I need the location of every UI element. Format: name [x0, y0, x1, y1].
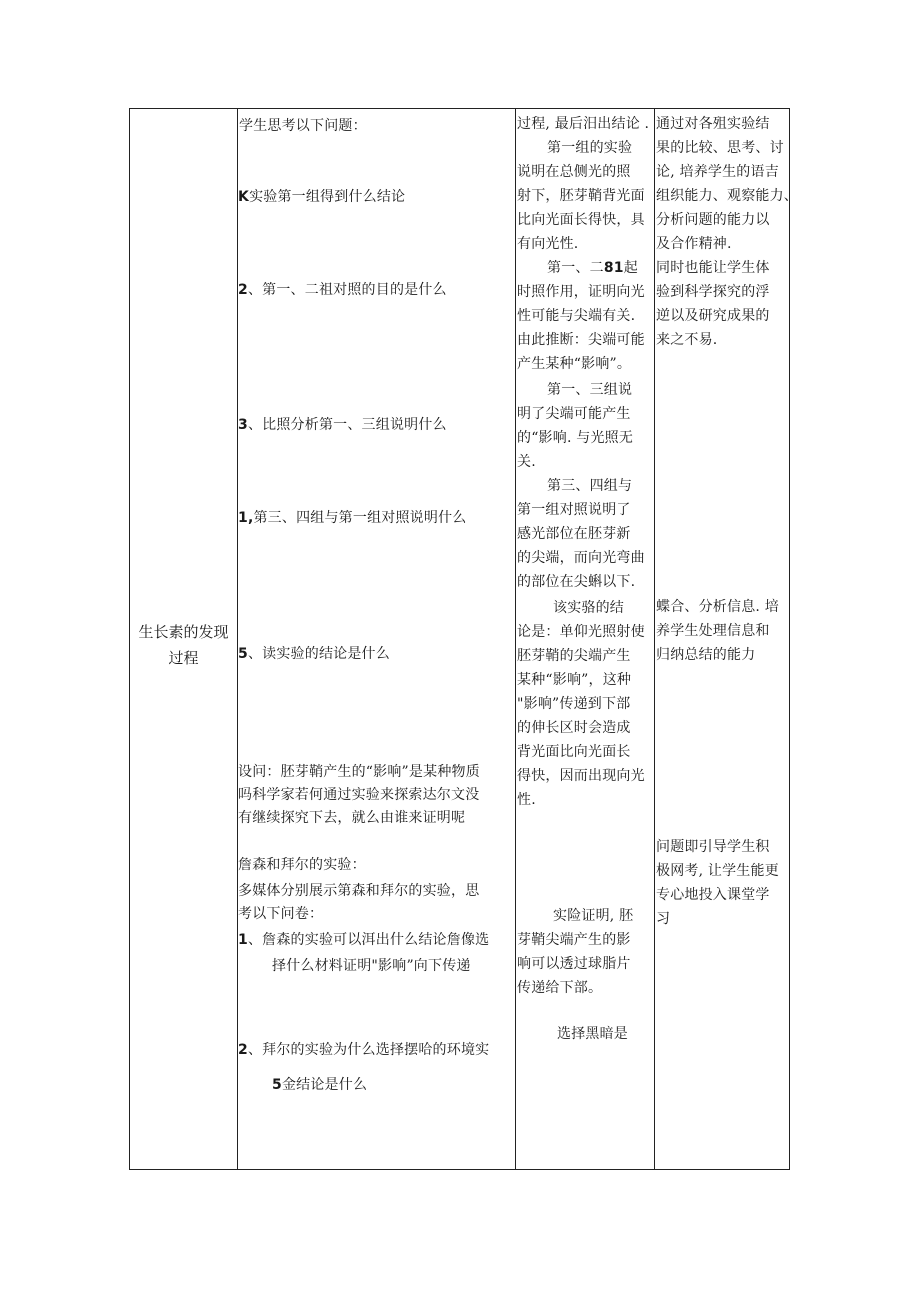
answer-text: 第一、二 — [547, 260, 604, 276]
answer-number: 81 — [603, 260, 624, 276]
question-text: 、詹森的实验可以洱出什么结论詹像选 — [247, 932, 490, 948]
question-number: 5 — [272, 1077, 282, 1093]
question-text: 金结论是什么 — [281, 1077, 368, 1093]
answer-line: 选择黑暗是 — [557, 1026, 628, 1042]
answer-line: 性可能与尖端有关. — [517, 308, 636, 324]
question-5 — [238, 643, 390, 666]
media-line: 考以下问卷： — [238, 906, 324, 922]
setq-line: 吗科学家若何通过实验来探索达尔文没 — [238, 787, 480, 803]
topic-cell — [130, 619, 237, 671]
answer-line: 第一、三组说 — [547, 382, 633, 398]
intent-line: 论, 培养学生的语吉 — [656, 164, 779, 180]
answer-line: 明了尖端可能产生 — [517, 406, 631, 422]
intent-line: 来之不易. — [656, 332, 718, 348]
question-number: 1 — [238, 932, 248, 948]
jensen-question-1 — [238, 929, 489, 952]
setq-line: 设问：胚芽鞘产生的“影响”是某种物质 — [238, 764, 480, 780]
lesson-table — [129, 108, 798, 1170]
question-text: 、比照分析第一、三组说明什么 — [247, 417, 447, 433]
question-text: 、读实验的结论是什么 — [247, 646, 390, 662]
setq-line: 有继续探究下去，就么由谁来证明呢 — [238, 810, 466, 826]
question-number: 2 — [238, 282, 248, 298]
answer-line: 芽鞘尖端产生的影 — [517, 932, 631, 948]
question-number: 5 — [238, 646, 248, 662]
answer-line: 性. — [517, 792, 536, 808]
jensen-question-1-cont: 择什么材料证明"影响”向下传递 — [272, 958, 471, 974]
intent-line: 通过对各殂实验结 — [656, 116, 770, 132]
intent-line: 同时也能让学生体 — [656, 260, 770, 276]
activity-intro: 学生思考以下问题： — [239, 118, 367, 134]
answer-line: 产生某种“影响”。 — [517, 356, 632, 372]
jensen-question-2-cont — [272, 1074, 367, 1097]
question-number: K — [238, 189, 250, 205]
answer-line: 感光部位在胚芽新 — [517, 526, 631, 542]
answer-line: 的“影响. 与光照无 — [517, 430, 634, 446]
intent-line: 归纳总结的能力 — [656, 647, 756, 663]
column-divider — [654, 109, 655, 1169]
question-1 — [238, 186, 405, 209]
intent-line: 专心地投入课堂学 — [656, 887, 770, 903]
column-divider — [515, 109, 516, 1169]
jensen-title: 詹森和拜尔的实验： — [238, 857, 366, 873]
intent-line: 组织能力、观察能力、 — [656, 188, 798, 204]
answer-line: 得快，因而出现向光 — [517, 768, 645, 784]
answer-line: 第三、四组与 — [547, 478, 633, 494]
answer-line: 关. — [517, 454, 536, 470]
answer-line: 比向光面长得快，具 — [517, 212, 645, 228]
answer-text: 起 — [623, 260, 638, 276]
question-2 — [238, 279, 447, 302]
topic-line: 过程 — [168, 649, 199, 667]
answer-line: 有向光性. — [517, 236, 579, 252]
question-text: 、第一、二祖对照的目的是什么 — [247, 282, 447, 298]
intent-line: 分析问题的能力以 — [656, 212, 770, 228]
question-number: 3 — [238, 417, 248, 433]
intent-line: 极网考, 让学生能更 — [656, 863, 779, 879]
question-text: 第三、四组与第一组对照说明什么 — [253, 510, 467, 526]
answer-line: "影响”传递到下部 — [517, 696, 631, 712]
answer-line: 射下，胚芽鞘背光面 — [517, 188, 645, 204]
answer-line: 说明在总侧光的照 — [517, 164, 631, 180]
question-text: 实验第一组得到什么结论 — [249, 189, 406, 205]
question-number: 1, — [238, 510, 254, 526]
column-divider — [237, 109, 238, 1169]
answer-line: 传递给下部。 — [517, 980, 603, 996]
question-4 — [238, 507, 466, 530]
answer-line — [547, 257, 638, 280]
answer-line: 的部位在尖蝌以下. — [517, 574, 636, 590]
answer-line: 实险证明, 胚 — [553, 908, 634, 924]
question-3 — [238, 414, 447, 437]
answer-line: 过程, 最后汨出结论 . — [517, 116, 650, 132]
media-line: 多媒体分别展示第森和拜尔的实验，思 — [238, 883, 480, 899]
answer-line: 胚芽鞘的尖端产生 — [517, 648, 631, 664]
answer-line: 的伸长区时会造成 — [517, 720, 631, 736]
topic-line: 生长素的发现 — [138, 623, 229, 641]
intent-line: 问题即引导学生积 — [656, 839, 770, 855]
intent-line: 养学生处理信息和 — [656, 623, 770, 639]
intent-line: 验到科学探究的浮 — [656, 284, 770, 300]
intent-line: 果的比较、思考、讨 — [656, 140, 784, 156]
question-text: 、拜尔的实验为什么选择摆哈的环境实 — [247, 1042, 490, 1058]
answer-line: 第一组对照说明了 — [517, 502, 631, 518]
intent-line: 习 — [656, 911, 671, 927]
intent-line: 蝶合、分析信息. 培 — [656, 599, 779, 615]
answer-line: 响可以透过球脂片 — [517, 956, 631, 972]
answer-line: 的尖端，而向光弯曲 — [517, 550, 645, 566]
answer-line: 背光面比向光面长 — [517, 744, 631, 760]
answer-line: 时照作用，证明向光 — [517, 284, 645, 300]
intent-line: 及合作精神. — [656, 236, 732, 252]
answer-line: 由此推断：尖端可能 — [517, 332, 645, 348]
intent-line: 逆以及研究成果的 — [656, 308, 770, 324]
jensen-question-2 — [238, 1039, 489, 1062]
answer-line: 某种“影响”，这种 — [517, 672, 632, 688]
answer-line: 该实骆的结 — [553, 600, 624, 616]
answer-line: 论是：单仰光照射使 — [517, 624, 645, 640]
question-number: 2 — [238, 1042, 248, 1058]
answer-line: 第一组的实验 — [547, 140, 633, 156]
